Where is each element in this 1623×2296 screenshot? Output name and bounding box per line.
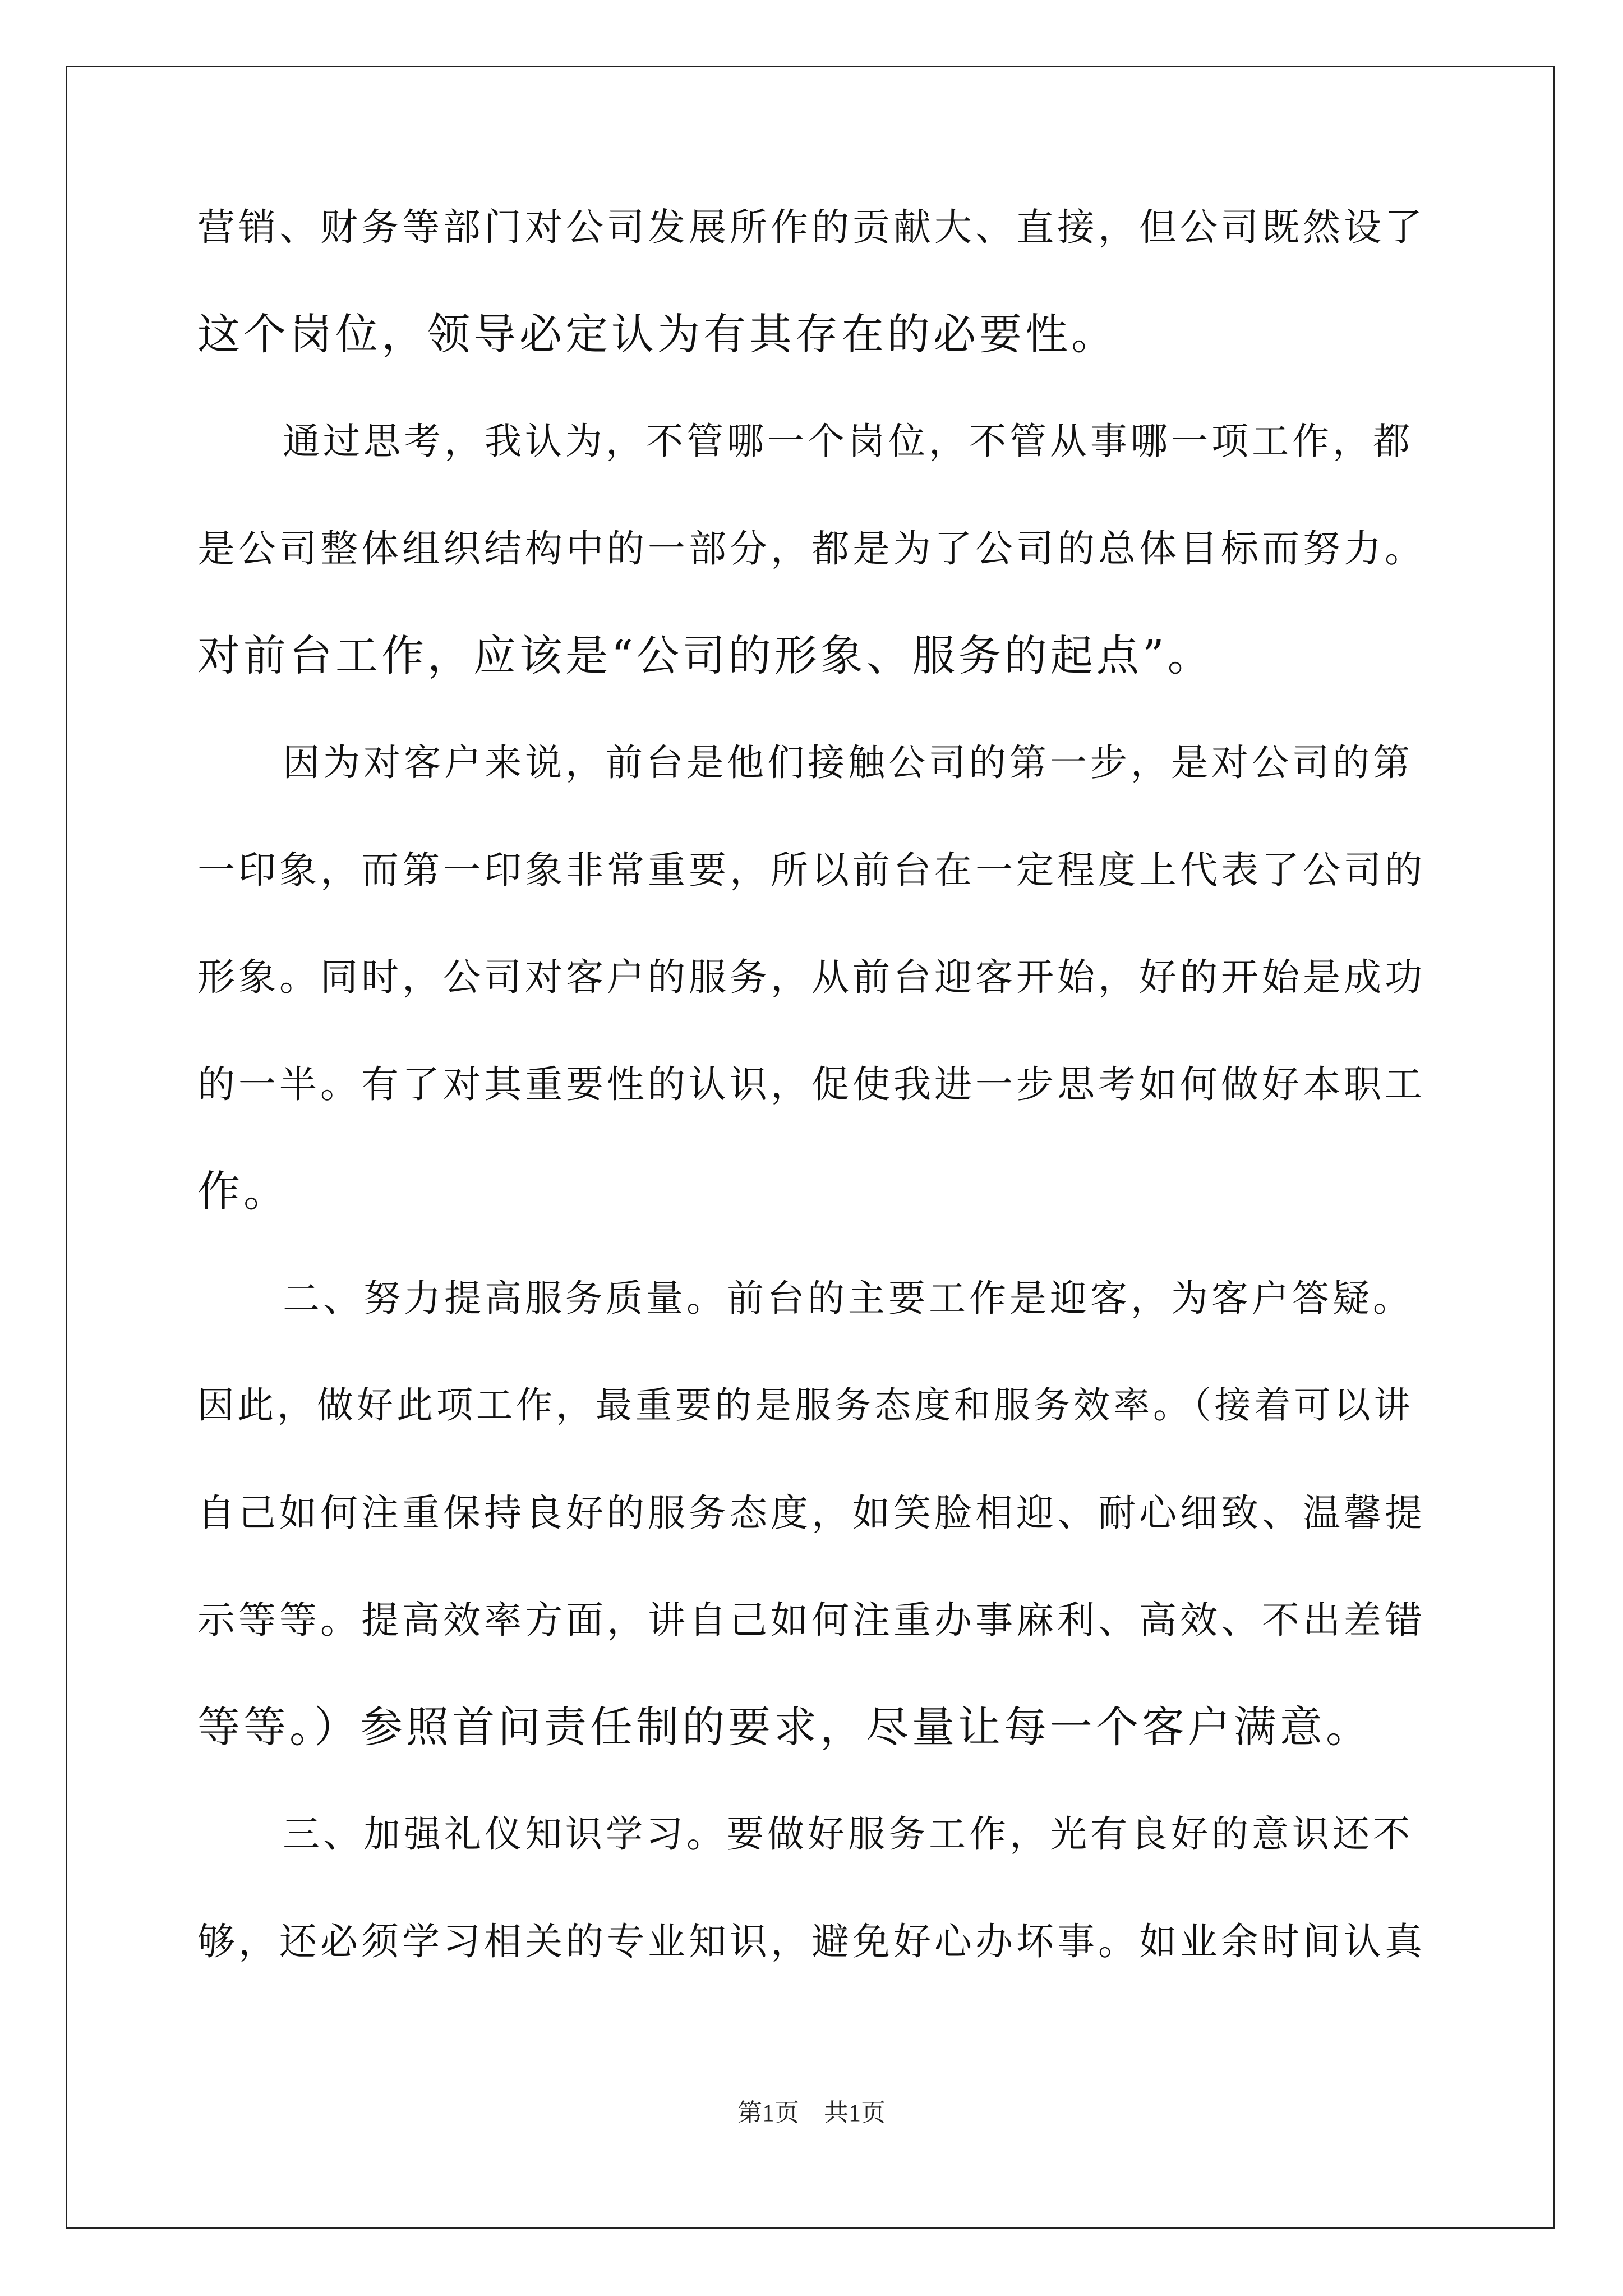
text-line: 自己如何注重保持良好的服务态度，如笑脸相迎、耐心细致、温馨提 xyxy=(197,1491,1426,1535)
text-line: 三、加强礼仪知识学习。要做好服务工作，光有良好的意识还不 xyxy=(283,1812,1413,1856)
text-line: 这个岗位，领导必定认为有其存在的必要性。 xyxy=(197,309,1117,359)
text-line: 对前台工作，应该是“公司的形象、服务的起点”。 xyxy=(197,631,1214,680)
text-line: 作。 xyxy=(197,1166,289,1216)
text-line: 等等。）参照首问责任制的要求，尽量让每一个客户满意。 xyxy=(197,1702,1372,1752)
text-line: 的一半。有了对其重要性的认识，促使我进一步思考如何做好本职工 xyxy=(197,1062,1426,1106)
text-line: 示等等。提高效率方面，讲自己如何注重办事麻利、高效、不出差错 xyxy=(197,1598,1426,1642)
page-border xyxy=(66,66,1555,2229)
text-line: 一印象，而第一印象非常重要，所以前台在一定程度上代表了公司的 xyxy=(197,848,1426,892)
text-line: 二、努力提高服务质量。前台的主要工作是迎客，为客户答疑。 xyxy=(283,1277,1413,1320)
text-line: 因为对客户来说，前台是他们接触公司的第一步，是对公司的第 xyxy=(283,741,1413,784)
text-line: 够，还必须学习相关的专业知识，避免好心办坏事。如业余时间认真 xyxy=(197,1920,1426,1963)
text-line: 是公司整体组织结构中的一部分，都是为了公司的总体目标而努力。 xyxy=(197,527,1426,570)
page-number: 第1页 共1页 xyxy=(737,2099,886,2127)
text-line: 因此，做好此项工作，最重要的是服务态度和服务效率。（接着可以讲 xyxy=(197,1384,1414,1427)
text-line: 营销、财务等部门对公司发展所作的贡献大、直接，但公司既然设了 xyxy=(197,205,1426,249)
text-line: 形象。同时，公司对客户的服务，从前台迎客开始，好的开始是成功 xyxy=(197,955,1426,999)
text-line: 通过思考，我认为，不管哪一个岗位，不管从事哪一项工作，都 xyxy=(283,420,1413,463)
